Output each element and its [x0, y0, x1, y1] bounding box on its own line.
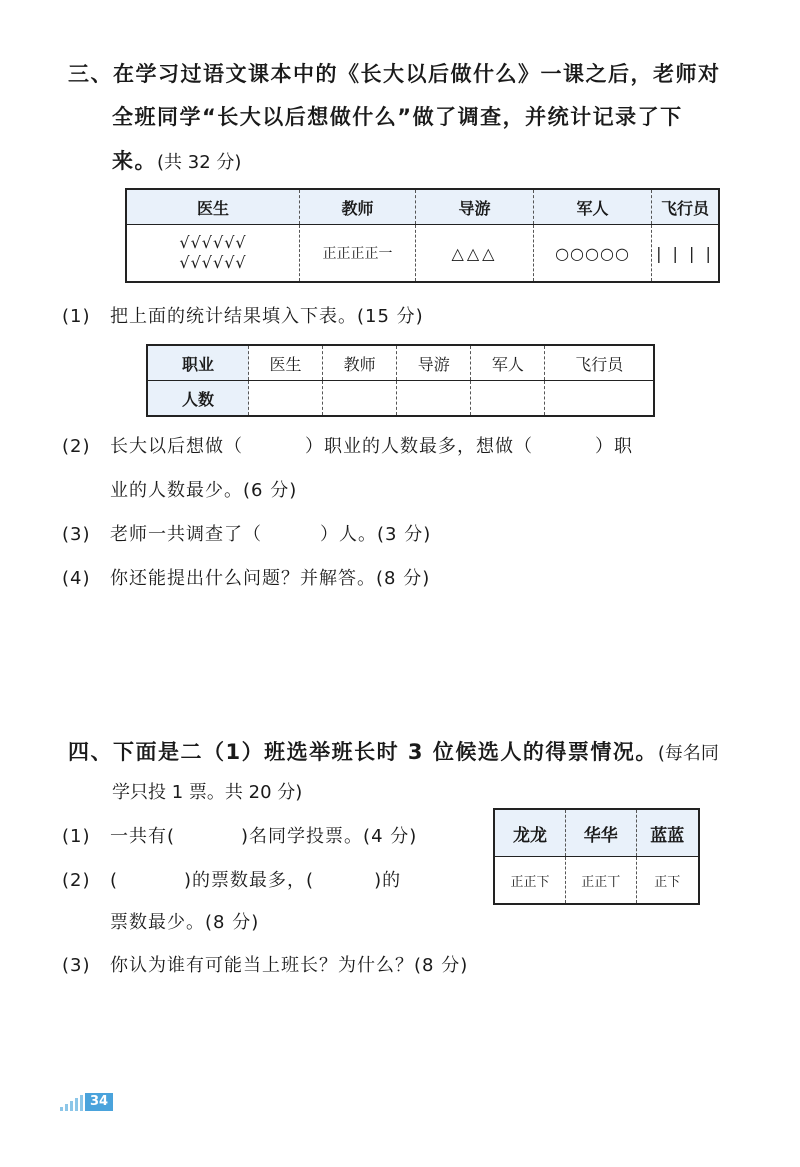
fill-count-pilot[interactable] — [545, 381, 654, 417]
s3-q2-part2: ）职业的人数最多，想做（ — [305, 436, 533, 457]
vote-header-longlong: 龙龙 — [494, 809, 565, 857]
tally-table — [125, 188, 720, 283]
section4-title-line2: 学只投 1 票。共 20 分) — [112, 782, 303, 803]
section4-title-line1: 四、下面是二（1）班选举班长时 3 位候选人的得票情况。 — [68, 740, 658, 764]
tally-header-teacher: 教师 — [300, 189, 416, 225]
s4-q2-num: (2) — [62, 870, 91, 891]
tally-header-soldier: 军人 — [534, 189, 652, 225]
s3-q3-part1: 老师一共调查了（ — [110, 524, 262, 545]
section3-title-line1: 三、在学习过语文课本中的《长大以后做什么》一课之后，老师对 — [68, 62, 721, 86]
s3-q1-text: 把上面的统计结果填入下表。(15 分) — [110, 306, 424, 327]
s3-q3-num: (3) — [62, 524, 91, 545]
vote-header-huahua: 华华 — [565, 809, 636, 857]
s3-q1 — [62, 302, 424, 328]
vote-tally-huahua: 正正丅 — [565, 857, 636, 905]
s3-q1-num: (1) — [62, 306, 91, 327]
vote-table — [493, 808, 700, 905]
s4-q1-num: (1) — [62, 826, 91, 847]
fill-row-label-count: 人数 — [147, 381, 249, 417]
tally-checks-row1: √√√√√√ — [179, 233, 247, 252]
s4-q2 — [62, 866, 401, 892]
tally-cell-teacher: 正正正正一 — [300, 225, 416, 283]
s4-q2-part1: ( — [110, 870, 119, 891]
s3-q4-num: (4) — [62, 568, 91, 589]
s3-q2-part3: ）职 — [595, 436, 633, 457]
s4-q2-line2: 票数最少。(8 分) — [110, 912, 260, 933]
vote-tally-longlong: 正正下 — [494, 857, 565, 905]
s3-q2 — [62, 432, 633, 458]
tally-checks-row2: √√√√√√ — [179, 253, 247, 272]
s4-q3-text: 你认为谁有可能当上班长？为什么？(8 分) — [110, 955, 469, 976]
page-number-badge — [60, 1093, 113, 1111]
fill-count-doctor[interactable] — [249, 381, 323, 417]
s4-q3 — [62, 951, 468, 977]
tally-cell-soldier: ○○○○○ — [534, 225, 652, 283]
page-number: 34 — [85, 1093, 113, 1111]
s3-q3 — [62, 520, 431, 546]
s3-q4 — [62, 564, 430, 590]
tally-header-pilot: 飞行员 — [652, 189, 720, 225]
s3-q2-num: (2) — [62, 436, 91, 457]
s3-q3-part2: ）人。(3 分) — [320, 524, 432, 545]
fill-count-guide[interactable] — [397, 381, 471, 417]
fill-count-teacher[interactable] — [323, 381, 397, 417]
vote-tally-lanlan: 正下 — [654, 874, 681, 890]
fill-row-label-job: 职业 — [147, 345, 249, 381]
section4-title-points: (每名同 — [657, 743, 719, 764]
fill-job-pilot: 飞行员 — [545, 345, 654, 381]
s4-q1-part2: )名同学投票。(4 分) — [241, 826, 418, 847]
signal-bars-icon — [60, 1095, 83, 1111]
fill-job-teacher: 教师 — [323, 345, 397, 381]
s4-q2-part3: )的 — [374, 870, 402, 891]
tally-header-doctor: 医生 — [126, 189, 300, 225]
s3-q2-part1: 长大以后想做（ — [110, 436, 243, 457]
s3-q2-line2: 业的人数最少。(6 分) — [110, 480, 298, 501]
fill-job-doctor: 医生 — [249, 345, 323, 381]
fill-job-soldier: 军人 — [471, 345, 545, 381]
section3-title-line3: 来。 — [112, 149, 157, 173]
vote-header-lanlan: 蓝蓝 — [636, 809, 699, 857]
s4-q3-num: (3) — [62, 955, 91, 976]
s4-q1-part1: 一共有( — [110, 826, 176, 847]
tally-cell-doctor — [126, 225, 300, 283]
section3-title-line2: 全班同学“长大以后想做什么”做了调查，并统计记录了下 — [112, 105, 683, 129]
tally-cell-pilot: | | | | — [656, 243, 714, 263]
fill-job-guide: 导游 — [397, 345, 471, 381]
s4-q2-part2: )的票数最多，( — [184, 870, 315, 891]
tally-header-guide: 导游 — [416, 189, 534, 225]
section3-points: (共 32 分) — [157, 152, 242, 173]
tally-cell-guide: △△△ — [416, 225, 534, 283]
fill-in-table — [146, 344, 655, 417]
s4-q1 — [62, 822, 417, 848]
fill-count-soldier[interactable] — [471, 381, 545, 417]
s3-q4-text: 你还能提出什么问题？并解答。(8 分) — [110, 568, 431, 589]
